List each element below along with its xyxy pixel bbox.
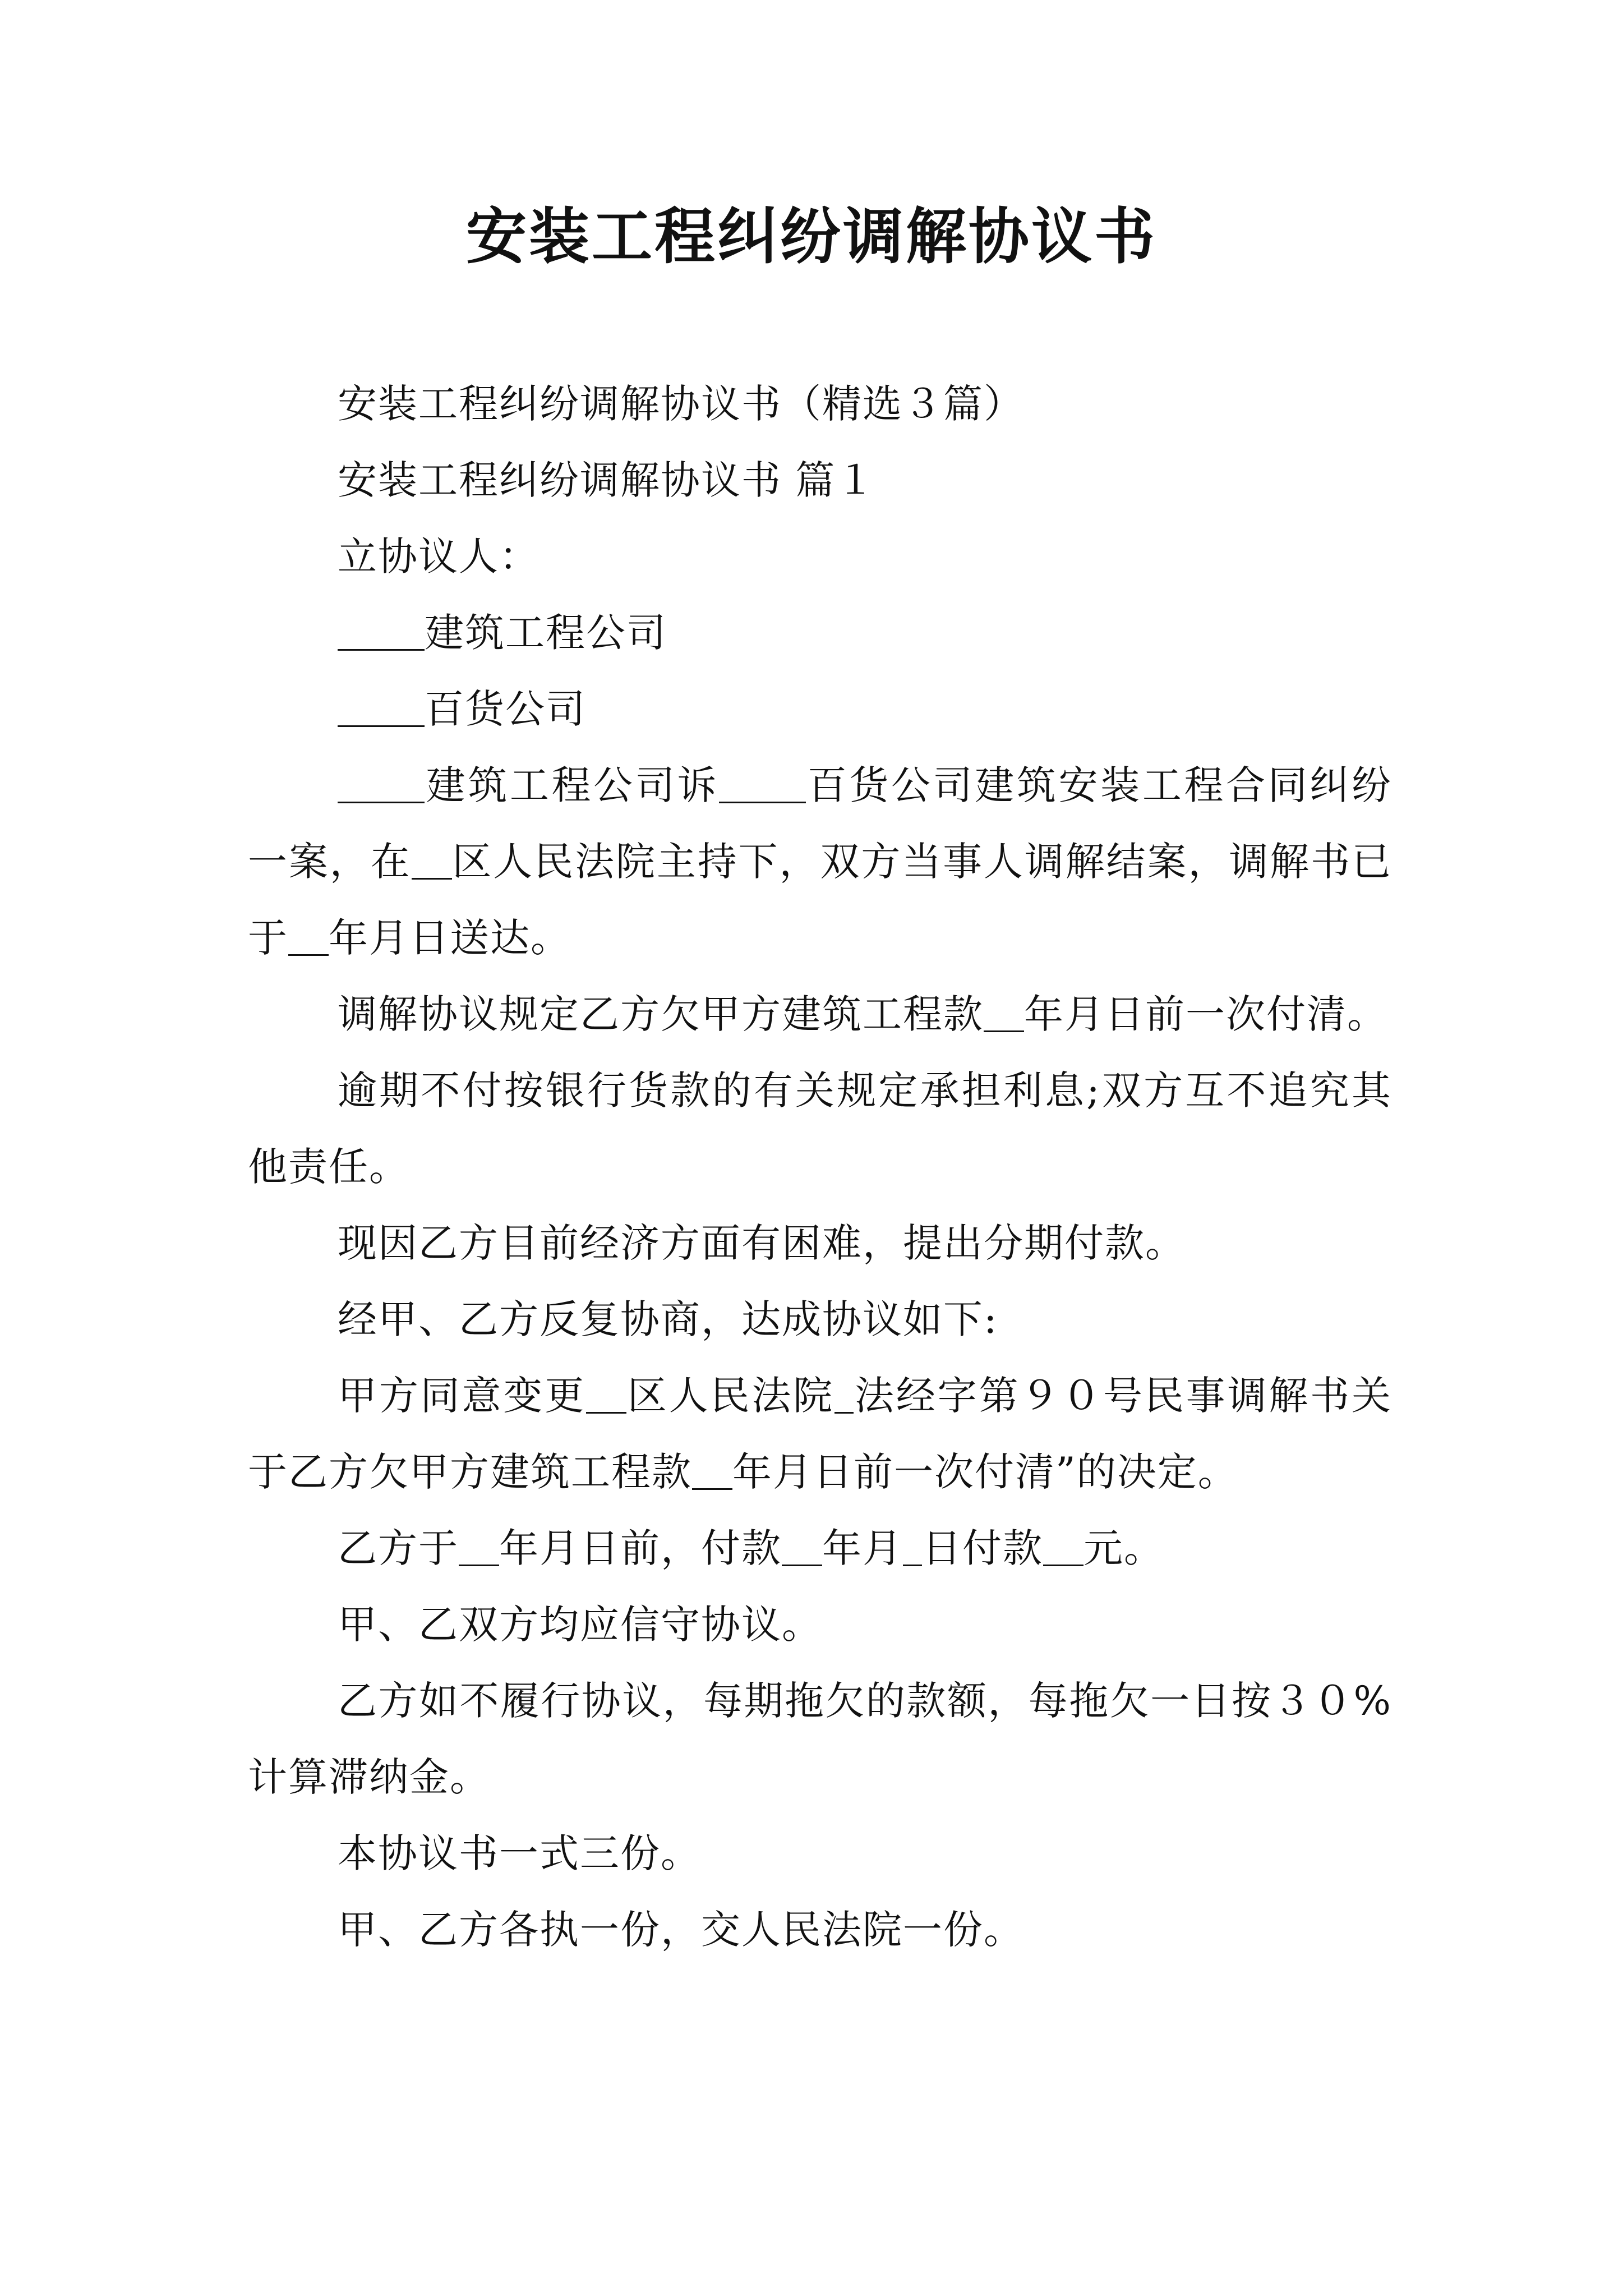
text-segment: 区人民法院 (626, 1373, 835, 1419)
fill-in-blank (338, 762, 425, 803)
fill-in-blank (412, 839, 452, 880)
text-segment: 元。 (1083, 1525, 1164, 1571)
paragraph-change-agreement (248, 1358, 1392, 1510)
paragraph-section-heading: 安装工程纠纷调解协议书 篇１ (338, 457, 877, 503)
paragraph-negotiation: 经甲、乙方反复协商，达成协议如下: (338, 1296, 998, 1342)
fill-in-blank (903, 1525, 922, 1566)
text-segment: 区人民法院主持下，双方当事人调解结案，调解书已于 (248, 839, 1393, 961)
paragraph-party-department-store (248, 671, 1392, 747)
text-segment: 年月日送达。 (329, 915, 571, 961)
fill-in-blank (1043, 1525, 1083, 1566)
text-segment: 乙方于 (338, 1525, 459, 1571)
fill-in-blank (586, 1373, 626, 1414)
text-segment: 年月日前，付款 (499, 1525, 782, 1571)
party-construction-text: 建筑工程公司 (425, 610, 667, 656)
paragraph-copies: 本协议书一式三份。 (338, 1830, 701, 1876)
fill-in-blank (782, 1525, 822, 1566)
fill-in-blank (338, 686, 425, 727)
paragraph-party-construction (248, 595, 1392, 671)
fill-in-blank (719, 762, 806, 803)
fill-in-blank (692, 1449, 732, 1490)
text-segment: 百货公司建筑安装工程合同纠纷一案，在 (248, 762, 1393, 885)
fill-in-blank (459, 1525, 499, 1566)
fill-in-blank (338, 610, 425, 651)
text-segment: 甲方同意变更 (338, 1373, 587, 1419)
paragraph-mediation-terms (248, 976, 1392, 1052)
text-segment: 调解协议规定乙方欠甲方建筑工程款 (338, 991, 984, 1037)
paragraph-case-background (248, 747, 1392, 976)
document-body (248, 366, 1392, 1968)
paragraph-payment-schedule (248, 1510, 1392, 1586)
fill-in-blank (984, 991, 1024, 1032)
party-store-text: 百货公司 (425, 686, 586, 732)
fill-in-blank (834, 1373, 854, 1414)
text-segment: 年月 (822, 1525, 903, 1571)
paragraph-good-faith: 甲、乙双方均应信守协议。 (338, 1602, 822, 1648)
text-segment: 日付款 (922, 1525, 1043, 1571)
text-segment: 年月日前一次付清”的决定。 (732, 1449, 1238, 1495)
paragraph-subtitle: 安装工程纠纷调解协议书（精选３篇） (338, 381, 1024, 427)
text-segment: 建筑工程公司诉 (425, 762, 720, 808)
text-segment: 年月日前一次付清。 (1024, 991, 1387, 1037)
paragraph-distribution: 甲、乙方各执一份，交人民法院一份。 (338, 1907, 1024, 1953)
paragraph-difficulty: 现因乙方目前经济方面有困难，提出分期付款。 (338, 1220, 1186, 1266)
paragraph-overdue-interest: 逾期不付按银行货款的有关规定承担利息;双方互不追究其他责任。 (248, 1068, 1392, 1190)
text-segment: 法经字第９０号民事调解书关于乙方欠甲方建筑工程款 (248, 1373, 1393, 1495)
paragraph-parties-label: 立协议人： (338, 533, 540, 579)
document-title: 安装工程纠纷调解协议书 (465, 201, 1157, 272)
paragraph-late-fee: 乙方如不履行协议，每期拖欠的款额，每拖欠一日按３０%计算滞纳金。 (248, 1678, 1392, 1800)
fill-in-blank (288, 915, 329, 956)
